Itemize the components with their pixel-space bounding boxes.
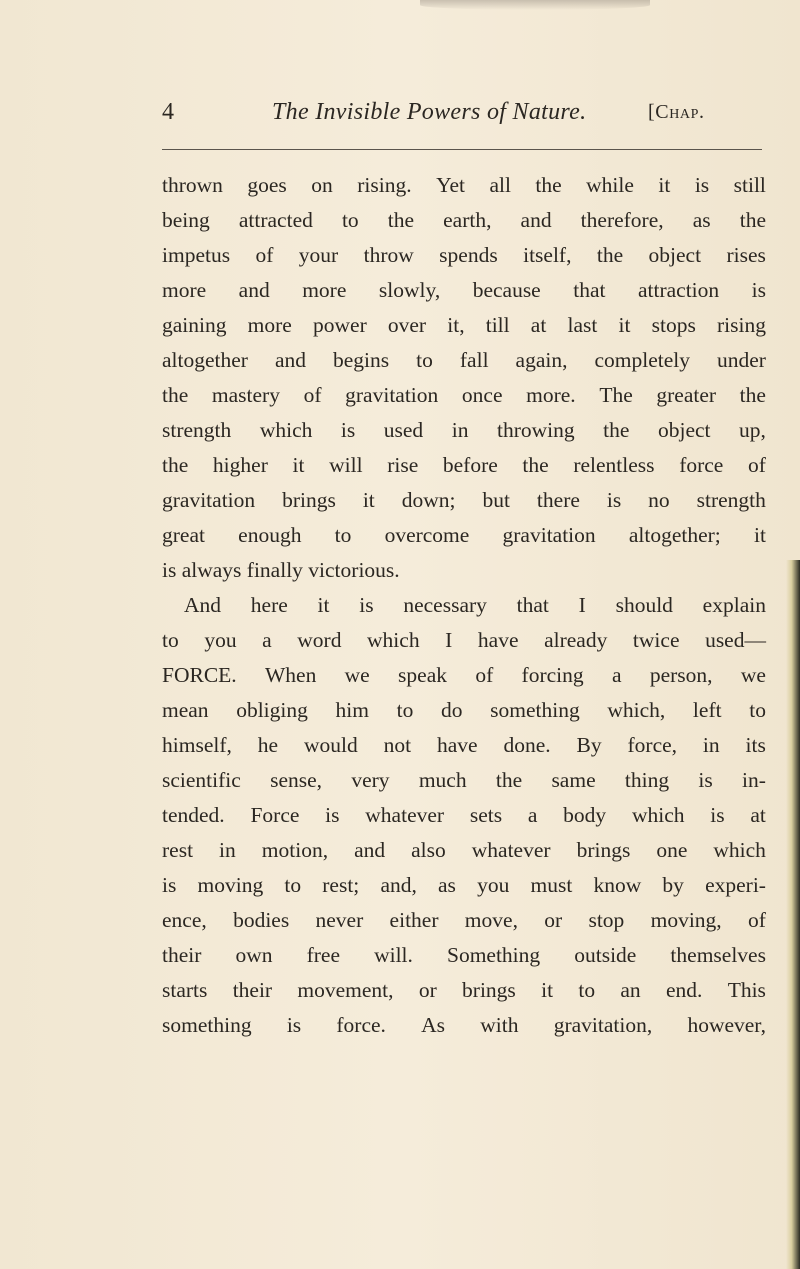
text-line: impetus of your throw spends itself, the object rises <box>162 243 766 267</box>
text-line: himself, he would not have done. By force, in its <box>162 733 766 757</box>
text-line: their own free will. Something outside themselves <box>162 943 766 967</box>
text-line: gravitation brings it down; but there is no strength <box>162 488 766 512</box>
page-top-shadow <box>420 0 650 10</box>
text-line: to you a word which I have already twice used— <box>162 628 766 652</box>
body-text <box>162 168 766 1043</box>
text-line: scientific sense, very much the same thing is in- <box>162 768 766 792</box>
page-number: 4 <box>162 99 174 125</box>
text-line: tended. Force is whatever sets a body which is at <box>162 803 766 827</box>
text-line: strength which is used in throwing the object up, <box>162 418 766 442</box>
text-line: FORCE. When we speak of forcing a person, we <box>162 663 766 687</box>
text-line-paragraph-end: is always finally victorious. <box>162 558 400 582</box>
running-title: The Invisible Powers of Nature. <box>272 99 587 125</box>
running-header <box>0 96 800 136</box>
text-line: the mastery of gravitation once more. The greater the <box>162 383 766 407</box>
text-line: is moving to rest; and, as you must know by experi- <box>162 873 766 897</box>
text-line: rest in motion, and also whatever brings one which <box>162 838 766 862</box>
text-line: starts their movement, or brings it to an end. This <box>162 978 766 1002</box>
text-line: ence, bodies never either move, or stop moving, of <box>162 908 766 932</box>
text-line: thrown goes on rising. Yet all the while it is still <box>162 173 766 197</box>
page-right-edge <box>786 560 800 1269</box>
text-line: mean obliging him to do something which, left to <box>162 698 766 722</box>
text-line-paragraph-start: And here it is necessary that I should explain <box>184 593 766 617</box>
text-line: altogether and begins to fall again, completely under <box>162 348 766 372</box>
text-line: the higher it will rise before the relentless force of <box>162 453 766 477</box>
header-rule <box>162 149 762 150</box>
text-line: gaining more power over it, till at last it stops rising <box>162 313 766 337</box>
text-line: great enough to overcome gravitation altogether; it <box>162 523 766 547</box>
chapter-mark: [Chap. <box>648 101 705 123</box>
text-line: something is force. As with gravitation, however, <box>162 1013 766 1037</box>
text-line: more and more slowly, because that attraction is <box>162 278 766 302</box>
text-line: being attracted to the earth, and therefore, as the <box>162 208 766 232</box>
